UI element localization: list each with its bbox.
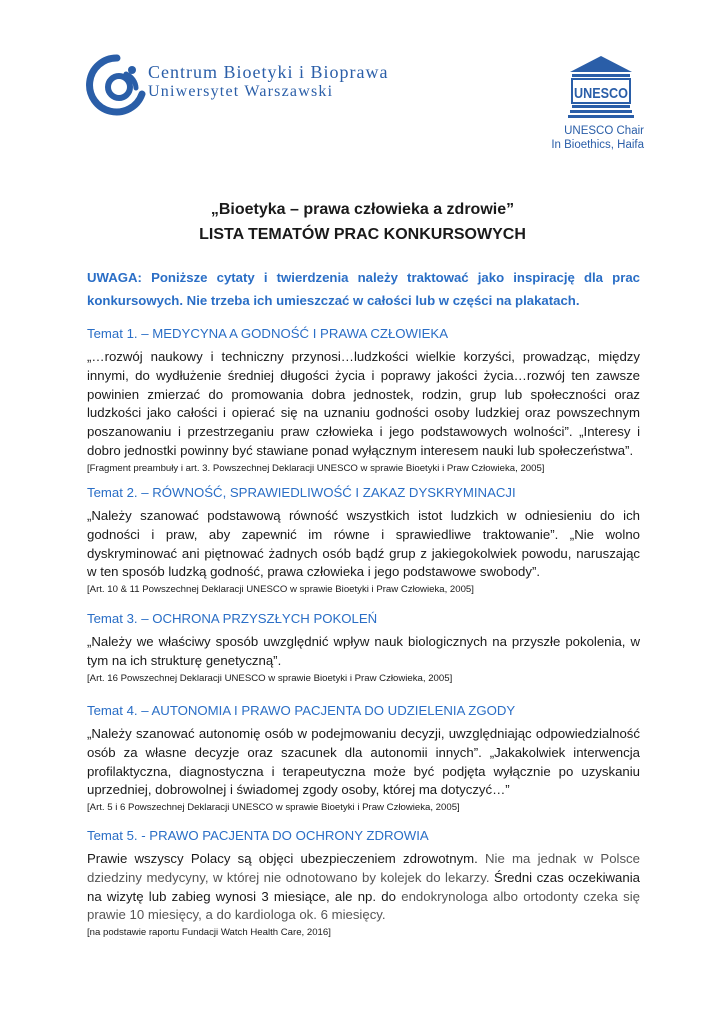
- org-name: Centrum Bioetyki i Bioprawa: [148, 62, 389, 82]
- topic-title: Temat 4. – AUTONOMIA I PRAWO PACJENTA DO UDZIELENIA ZGODY: [87, 703, 516, 718]
- topic-title: Temat 5. - PRAWO PACJENTA DO OCHRONY ZDROWIA: [87, 828, 429, 843]
- topic-body: „…rozwój naukowy i techniczny przynosi…ludzkości wielkie korzyści, prowadząc, między innymi, do wydłużenie średniej długości życia i poprawy jakości życia…rozwój ten zawsze powinien zmierzać do promowania dobra jednostek, rodzin, grup lub społeczności oraz ludzkości jako całości i opierać się na uznaniu godności osoby ludzkiej oraz powszechnym poszanowaniu i przestrzeganiu praw człowieka i jego podstawowych wolności”. „Interesy i dobro jednostki powinny być stawiane ponad wyłącznym interesem nauki lub społeczeństwa”.: [87, 349, 640, 458]
- topic-2: [87, 485, 640, 595]
- topic-source: [na podstawie raportu Fundacji Watch Health Care, 2016]: [87, 927, 331, 939]
- topic-body-part: Nie ma jednak w Polsce dziedziny medycyny, w której nie odnotowano by kolejek do lekarzy.: [87, 851, 640, 885]
- unesco-temple-icon: [568, 54, 634, 120]
- topic-title: Temat 1. – MEDYCYNA A GODNOŚĆ I PRAWA CZŁOWIEKA: [87, 326, 449, 341]
- org-university: Uniwersytet Warszawski: [148, 83, 334, 100]
- topic-source: [Fragment preambuły i art. 3. Powszechnej Deklaracji UNESCO w sprawie Bioetyki i Praw Człowieka, 2005]: [87, 462, 545, 474]
- topic-source: [Art. 10 & 11 Powszechnej Deklaracji UNESCO w sprawie Bioetyki i Praw Człowieka, 2005]: [87, 584, 474, 596]
- notice-paragraph: UWAGA: Poniższe cytaty i twierdzenia należy traktować jako inspirację dla prac konkursowych. Nie trzeba ich umieszczać w całości lub w części na plakatach.: [87, 270, 640, 308]
- topic-3: [87, 611, 640, 684]
- topic-title: Temat 2. – RÓWNOŚĆ, SPRAWIEDLIWOŚĆ I ZAKAZ DYSKRYMINACJI: [87, 485, 516, 500]
- topic-title: Temat 3. – OCHRONA PRZYSZŁYCH POKOLEŃ: [87, 611, 378, 626]
- topic-body-part: Średni czas oczekiwania na wizytę lub zabieg wynosi 3 miesiące, ale np. do: [87, 869, 640, 904]
- document-title: „Bioetyka – prawa człowieka a zdrowie”: [210, 201, 515, 218]
- topic-body: „Należy szanować autonomię osób w podejmowaniu decyzji, uwzględniając odpowiedzialność osób za własne decyzje oraz szacunek dla autonomii innych”. „Jakakolwiek interwencja profilaktyczna, diagnostyczna i terapeutyczna może być podjęta wyłącznie po uzyskaniu uprzedniej, dobrowolnej i świadomej zgody osoby, której ma dotyczyć…”: [87, 726, 640, 798]
- topic-body: „Należy we właściwy sposób uwzględnić wpływ nauk biologicznych na przyszłe pokolenia, w tym na ich strukturę genetyczną”.: [87, 634, 640, 668]
- unesco-caption: [551, 124, 644, 152]
- unesco-caption-line2: In Bioethics, Haifa: [551, 139, 644, 151]
- topic-body-part: endokrynologa albo ortodonty czeka się prawie 10 miesięcy, a do kardiologa ok. 6 miesięcy.: [87, 888, 640, 923]
- unesco-caption-line1: UNESCO Chair: [564, 125, 644, 137]
- topic-body: „Należy szanować podstawową równość wszystkich istot ludzkich w odniesieniu do ich godności i praw, aby zapewnić im równe i sprawiedliwe traktowanie”. „Nie wolno dyskryminować ani piętnować żadnych osób bądź grup z jakiegokolwiek powodu, naruszając w ten sposób ludzką godność, prawa człowieka i jego podstawowe swobody”.: [87, 508, 640, 580]
- cbb-emblem-icon: [86, 54, 148, 116]
- unesco-logo: [551, 54, 644, 154]
- topic-1: [87, 326, 640, 474]
- topic-4: [87, 703, 640, 813]
- topic-source: [Art. 16 Powszechnej Deklaracji UNESCO w sprawie Bioetyki i Praw Człowieka, 2005]: [87, 672, 453, 684]
- cbb-logo: [86, 54, 406, 124]
- document-subtitle: LISTA TEMATÓW PRAC KONKURSOWYCH: [199, 226, 526, 243]
- topic-body-part: Prawie wszyscy Polacy są objęci ubezpieczeniem zdrowotnym.: [87, 851, 478, 866]
- topic-5: [87, 828, 640, 938]
- unesco-logo-text: UNESCO: [574, 85, 629, 102]
- topic-body: [87, 850, 640, 925]
- topic-source: [Art. 5 i 6 Powszechnej Deklaracji UNESCO w sprawie Bioetyki i Praw Człowieka, 2005]: [87, 802, 460, 814]
